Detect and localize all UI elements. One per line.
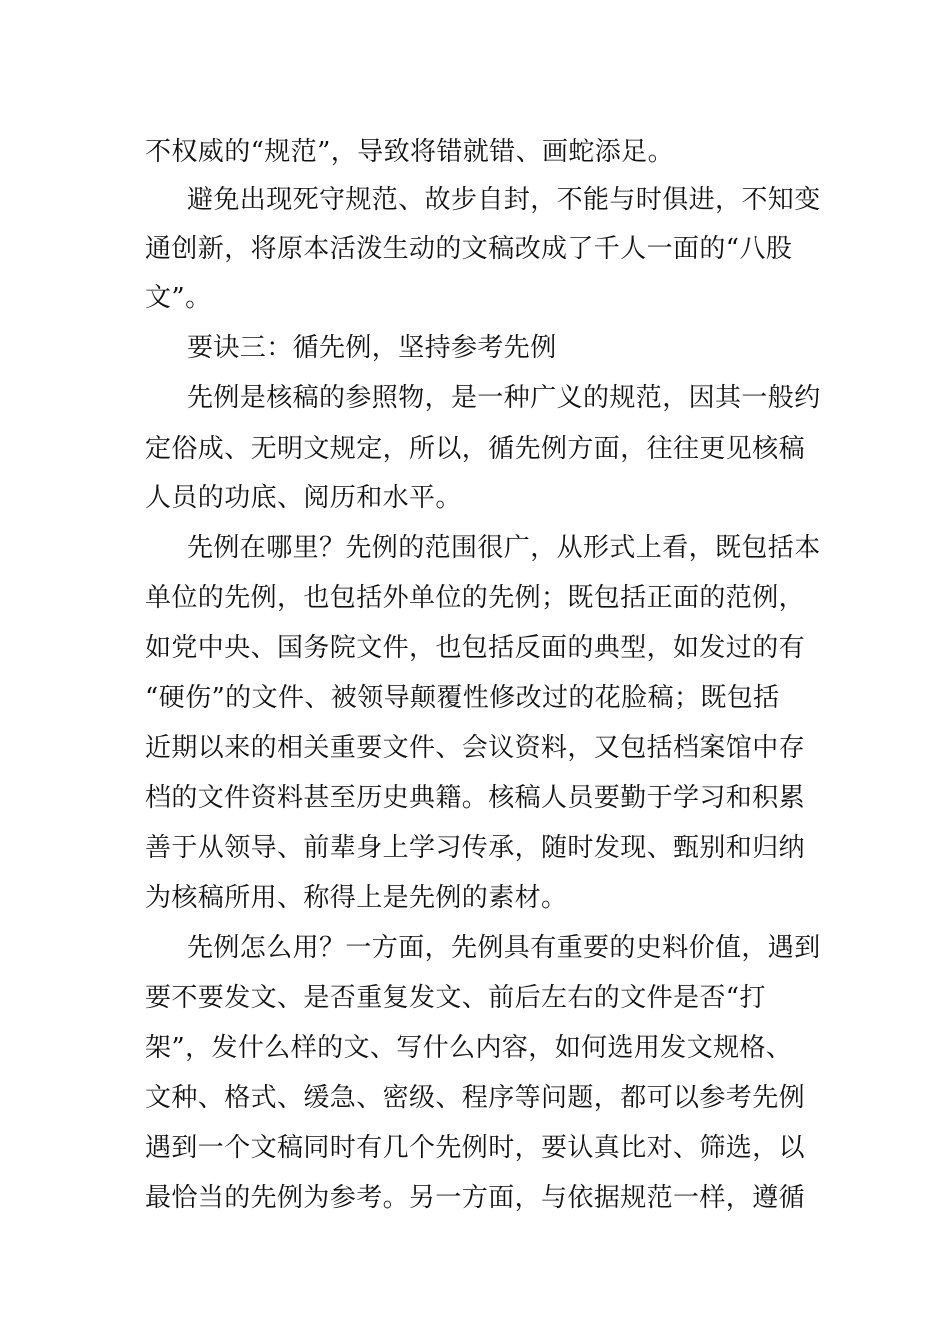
text-line: 文”。 <box>145 283 212 313</box>
section-heading: 要诀三：循先例，坚持参考先例 <box>187 333 557 363</box>
paragraph-start-line: 先例怎么用？一方面，先例具有重要的史料价值，遇到 <box>187 933 821 963</box>
text-line: 不权威的“规范”，导致将错就错、画蛇添足。 <box>145 137 674 167</box>
text-line: 如党中央、国务院文件，也包括反面的典型，如发过的有 <box>145 633 806 663</box>
text-line: “硬伤”的文件、被领导颠覆性修改过的花脸稿；既包括 <box>145 683 780 713</box>
text-line: 通创新，将原本活泼生动的文稿改成了千人一面的“八股 <box>145 234 793 264</box>
text-line: 档的文件资料甚至历史典籍。核稿人员要勤于学习和积累 <box>145 783 806 813</box>
text-line: 定俗成、无明文规定，所以，循先例方面，往往更见核稿 <box>145 434 806 464</box>
text-line: 最恰当的先例为参考。另一方面，与依据规范一样，遵循 <box>145 1183 806 1213</box>
text-line: 人员的功底、阅历和水平。 <box>145 483 462 513</box>
paragraph-start-line: 避免出现死守规范、故步自封，不能与时俱进，不知变 <box>187 185 821 215</box>
text-line: 遇到一个文稿同时有几个先例时，要认真比对、筛选，以 <box>145 1133 806 1163</box>
text-line: 近期以来的相关重要文件、会议资料，又包括档案馆中存 <box>145 733 806 763</box>
text-line: 善于从领导、前辈身上学习传承，随时发现、甄别和归纳 <box>145 833 806 863</box>
text-line: 为核稿所用、称得上是先例的素材。 <box>145 883 568 913</box>
text-line: 架”，发什么样的文、写什么内容，如何选用发文规格、 <box>145 1033 793 1063</box>
text-line: 要不要发文、是否重复发文、前后左右的文件是否“打 <box>145 983 766 1013</box>
text-line: 单位的先例，也包括外单位的先例；既包括正面的范例， <box>145 583 806 613</box>
paragraph-start-line: 先例是核稿的参照物，是一种广义的规范，因其一般约 <box>187 383 821 413</box>
paragraph-start-line: 先例在哪里？先例的范围很广，从形式上看，既包括本 <box>187 533 821 563</box>
text-line: 文种、格式、缓急、密级、程序等问题，都可以参考先例 <box>145 1083 806 1113</box>
